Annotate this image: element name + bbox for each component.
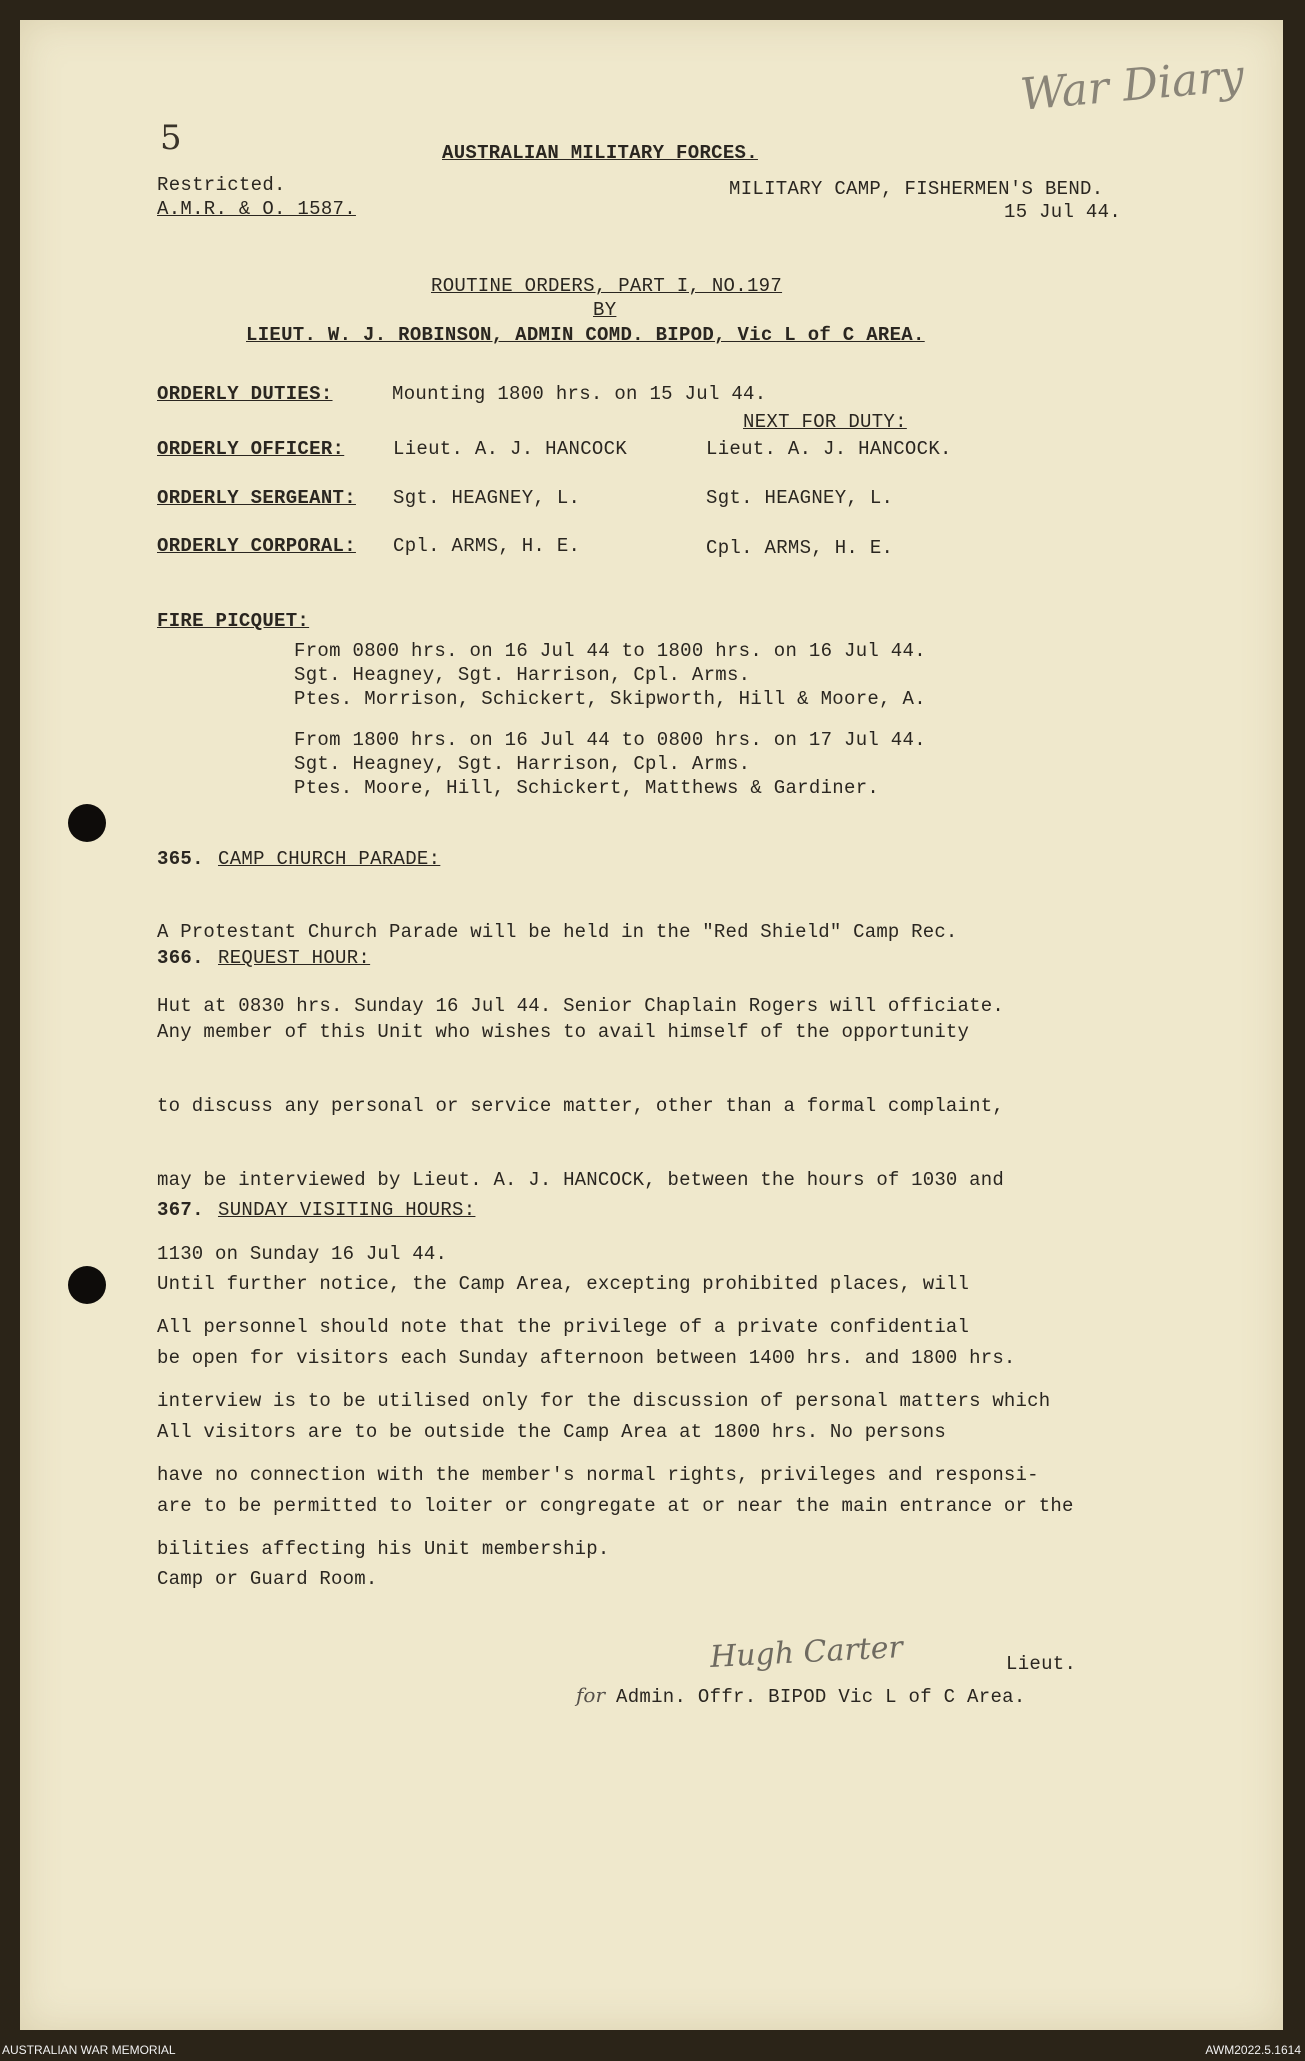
order-heading: SUNDAY VISITING HOURS: xyxy=(218,1199,476,1221)
punch-hole xyxy=(68,1266,106,1304)
order-line: Until further notice, the Camp Area, excepting prohibited places, will xyxy=(157,1273,970,1296)
reference-number: A.M.R. & O. 1587. xyxy=(157,198,356,220)
order-line: may be interviewed by Lieut. A. J. HANCOCK, between the hours of 1030 and xyxy=(157,1168,1004,1191)
organization-heading: AUSTRALIAN MILITARY FORCES. xyxy=(442,142,758,164)
order-line: All personnel should note that the privilege of a private confidential xyxy=(157,1316,970,1339)
order-number: 366. xyxy=(157,947,204,969)
document-page xyxy=(20,20,1283,2030)
orderly-duties-value: Mounting 1800 hrs. on 15 Jul 44. xyxy=(392,383,767,405)
next-for-duty-label: NEXT FOR DUTY: xyxy=(743,411,907,433)
signature-rank: Lieut. xyxy=(1006,1653,1077,1675)
order-line: bilities affecting his Unit membership. xyxy=(157,1537,610,1560)
footer-left: AUSTRALIAN WAR MEMORIAL xyxy=(2,2043,176,2057)
order-line: A Protestant Church Parade will be held in the "Red Shield" Camp Rec. xyxy=(157,921,958,944)
orderly-sergeant-next: Sgt. HEAGNEY, L. xyxy=(706,487,894,509)
fire-picquet-line: Sgt. Heagney, Sgt. Harrison, Cpl. Arms. xyxy=(294,664,751,686)
fire-picquet-line: From 1800 hrs. on 16 Jul 44 to 0800 hrs. on 17 Jul 44. xyxy=(294,729,926,751)
fire-picquet-line: From 0800 hrs. on 16 Jul 44 to 1800 hrs. on 16 Jul 44. xyxy=(294,640,926,662)
order-heading: REQUEST HOUR: xyxy=(218,947,371,969)
restricted-label: Restricted. xyxy=(157,174,286,196)
orderly-sergeant-label: ORDERLY SERGEANT: xyxy=(157,487,356,509)
order-line: be open for visitors each Sunday afternoon between 1400 hrs. and 1800 hrs. xyxy=(157,1346,1016,1369)
page-mark: 5 xyxy=(160,118,182,158)
date: 15 Jul 44. xyxy=(1004,201,1122,223)
order-line: Camp or Guard Room. xyxy=(157,1568,378,1591)
order-line: have no connection with the member's normal rights, privileges and responsi- xyxy=(157,1463,1039,1486)
location: MILITARY CAMP, FISHERMEN'S BEND. xyxy=(729,178,1104,200)
orderly-duties-label: ORDERLY DUTIES: xyxy=(157,383,333,405)
orderly-corporal-next: Cpl. ARMS, H. E. xyxy=(706,537,894,559)
order-line: Any member of this Unit who wishes to avail himself of the opportunity xyxy=(157,1021,970,1044)
order-heading: CAMP CHURCH PARADE: xyxy=(218,848,441,870)
orderly-officer-label: ORDERLY OFFICER: xyxy=(157,438,345,460)
order-number: 367. xyxy=(157,1199,204,1221)
orderly-officer-next: Lieut. A. J. HANCOCK. xyxy=(706,438,952,460)
order-line: 1130 on Sunday 16 Jul 44. xyxy=(157,1242,448,1265)
punch-hole xyxy=(68,804,106,842)
title-line-2: BY xyxy=(593,299,617,321)
footer-right: AWM2022.5.1614 xyxy=(1205,2043,1301,2057)
signature-office: Admin. Offr. BIPOD Vic L of C Area. xyxy=(616,1686,1026,1708)
signature: Hugh Carter xyxy=(709,1629,904,1676)
title-line-1: ROUTINE ORDERS, PART I, NO.197 xyxy=(431,275,783,297)
orderly-sergeant-current: Sgt. HEAGNEY, L. xyxy=(393,487,581,509)
orderly-officer-current: Lieut. A. J. HANCOCK xyxy=(393,438,628,460)
order-line: Hut at 0830 hrs. Sunday 16 Jul 44. Senior Chaplain Rogers will officiate. xyxy=(157,994,1004,1017)
order-body xyxy=(157,1223,1074,1641)
handwritten-war-diary-note: War Diary xyxy=(1018,50,1246,121)
order-line: to discuss any personal or service matter, other than a formal complaint, xyxy=(157,1094,1004,1117)
order-line: All visitors are to be outside the Camp Area at 1800 hrs. No persons xyxy=(157,1420,946,1443)
orderly-corporal-current: Cpl. ARMS, H. E. xyxy=(393,535,581,557)
order-line: are to be permitted to loiter or congregate at or near the main entrance or the xyxy=(157,1494,1074,1517)
signature-prefix: for xyxy=(576,1683,606,1707)
fire-picquet-line: Ptes. Moore, Hill, Schickert, Matthews & Gardiner. xyxy=(294,777,880,799)
title-line-3: LIEUT. W. J. ROBINSON, ADMIN COMD. BIPOD, Vic L of C AREA. xyxy=(246,324,925,346)
order-line: interview is to be utilised only for the discussion of personal matters which xyxy=(157,1390,1051,1413)
order-number: 365. xyxy=(157,848,204,870)
orderly-corporal-label: ORDERLY CORPORAL: xyxy=(157,535,356,557)
fire-picquet-label: FIRE PICQUET: xyxy=(157,610,310,632)
fire-picquet-line: Sgt. Heagney, Sgt. Harrison, Cpl. Arms. xyxy=(294,753,751,775)
fire-picquet-line: Ptes. Morrison, Schickert, Skipworth, Hill & Moore, A. xyxy=(294,688,926,710)
